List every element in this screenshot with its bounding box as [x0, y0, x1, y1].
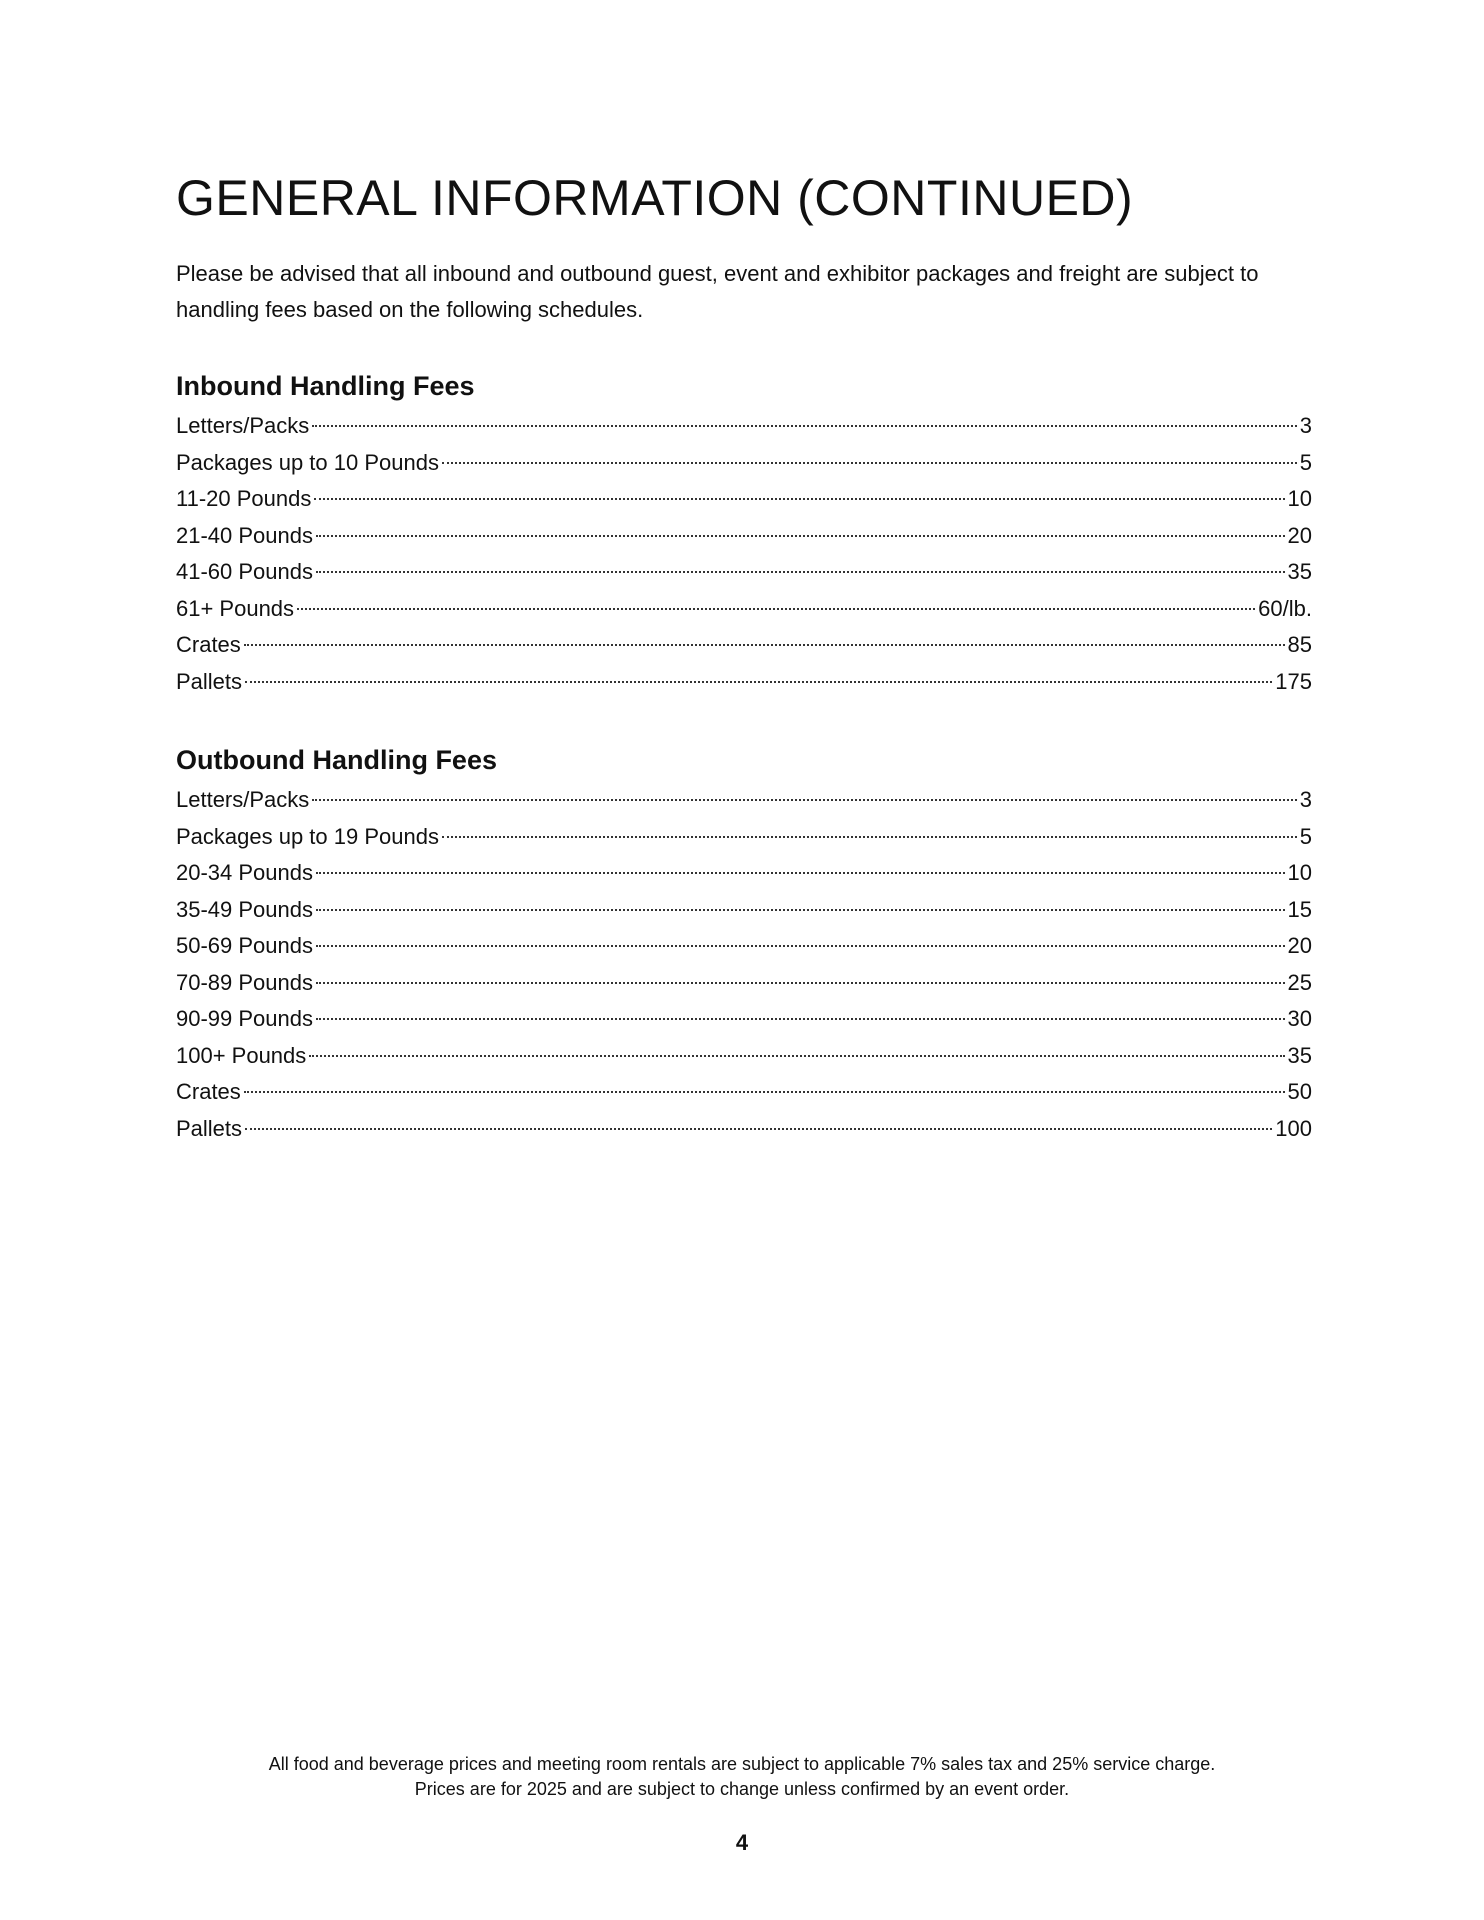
fee-row: [176, 591, 1312, 628]
fee-label: 35-49 Pounds: [176, 896, 313, 922]
dot-leader: [316, 982, 1285, 984]
outbound-fee-list: [176, 782, 1312, 1147]
fee-row: [176, 1001, 1312, 1038]
fee-label: Letters/Packs: [176, 787, 310, 812]
fee-value: 50: [1287, 1079, 1312, 1104]
fee-row: [176, 408, 1312, 445]
dot-leader: [309, 1055, 1284, 1057]
outbound-section: [176, 742, 1312, 1147]
fee-row: [176, 627, 1312, 664]
fee-row: [176, 782, 1312, 819]
fee-value: 10: [1287, 486, 1312, 511]
fee-row: [176, 518, 1312, 555]
fee-label: 20-34 Pounds: [176, 860, 313, 885]
fee-value: 25: [1287, 969, 1312, 995]
dot-leader: [244, 644, 1285, 646]
fee-label: 90-99 Pounds: [176, 1006, 313, 1031]
fee-label: 70-89 Pounds: [176, 969, 313, 995]
dot-leader: [442, 836, 1297, 838]
footer-note: [0, 1752, 1484, 1802]
fee-label: Packages up to 10 Pounds: [176, 449, 439, 475]
page-content: [176, 168, 1312, 1147]
dot-leader: [316, 945, 1285, 947]
page-title: GENERAL INFORMATION (CONTINUED): [176, 170, 1134, 226]
inbound-section: [176, 368, 1312, 700]
dot-leader: [316, 1018, 1285, 1020]
intro-paragraph: Please be advised that all inbound and outbound guest, event and exhibitor packages and freight are subject to handling fees based on the following schedules.: [176, 261, 1259, 322]
inbound-heading: Inbound Handling Fees: [176, 371, 475, 401]
fee-value: 175: [1275, 668, 1312, 694]
fee-value: 100: [1275, 1115, 1312, 1141]
fee-row: [176, 928, 1312, 965]
fee-row: [176, 664, 1312, 701]
fee-row: [176, 965, 1312, 1002]
fee-row: [176, 819, 1312, 856]
dot-leader: [314, 498, 1284, 500]
dot-leader: [316, 571, 1285, 573]
fee-row: [176, 1111, 1312, 1148]
fee-label: Crates: [176, 632, 241, 657]
fee-value: 20: [1287, 522, 1312, 548]
dot-leader: [245, 1128, 1272, 1130]
dot-leader: [244, 1091, 1285, 1093]
fee-label: 11-20 Pounds: [176, 486, 312, 511]
fee-value: 30: [1287, 1006, 1312, 1031]
fee-label: 41-60 Pounds: [176, 559, 313, 584]
fee-value: 35: [1287, 1042, 1312, 1068]
fee-row: [176, 554, 1312, 591]
fee-row: [176, 892, 1312, 929]
dot-leader: [442, 462, 1297, 464]
fee-label: Pallets: [176, 668, 243, 694]
dot-leader: [316, 872, 1285, 874]
fee-row: [176, 855, 1312, 892]
fee-value: 15: [1287, 896, 1312, 922]
dot-leader: [316, 535, 1285, 537]
fee-row: [176, 445, 1312, 482]
fee-label: 21-40 Pounds: [176, 522, 313, 548]
fee-row: [176, 481, 1312, 518]
fee-value: 5: [1299, 823, 1312, 849]
fee-value: 10: [1287, 860, 1312, 885]
outbound-heading: Outbound Handling Fees: [176, 745, 497, 775]
dot-leader: [297, 608, 1255, 610]
footer-line-1: All food and beverage prices and meeting room rentals are subject to applicable 7% sales tax and 25% service charge.: [268, 1754, 1216, 1774]
fee-value: 85: [1287, 632, 1312, 657]
fee-label: 61+ Pounds: [176, 595, 295, 621]
page-number: 4: [735, 1830, 749, 1855]
fee-label: Crates: [176, 1079, 241, 1104]
fee-value: 3: [1299, 413, 1312, 438]
fee-label: 100+ Pounds: [176, 1042, 307, 1068]
fee-value: 35: [1287, 559, 1312, 584]
dot-leader: [312, 799, 1296, 801]
fee-label: Packages up to 19 Pounds: [176, 823, 439, 849]
inbound-fee-list: [176, 408, 1312, 700]
fee-label: 50-69 Pounds: [176, 933, 313, 958]
fee-label: Pallets: [176, 1115, 243, 1141]
fee-value: 3: [1299, 787, 1312, 812]
fee-value: 20: [1287, 933, 1312, 958]
fee-row: [176, 1038, 1312, 1075]
dot-leader: [312, 425, 1296, 427]
fee-label: Letters/Packs: [176, 413, 310, 438]
footer-line-2: Prices are for 2025 and are subject to change unless confirmed by an event order.: [414, 1779, 1070, 1799]
dot-leader: [316, 909, 1285, 911]
dot-leader: [245, 681, 1272, 683]
fee-value: 60/lb.: [1258, 595, 1312, 621]
fee-value: 5: [1299, 449, 1312, 475]
fee-row: [176, 1074, 1312, 1111]
